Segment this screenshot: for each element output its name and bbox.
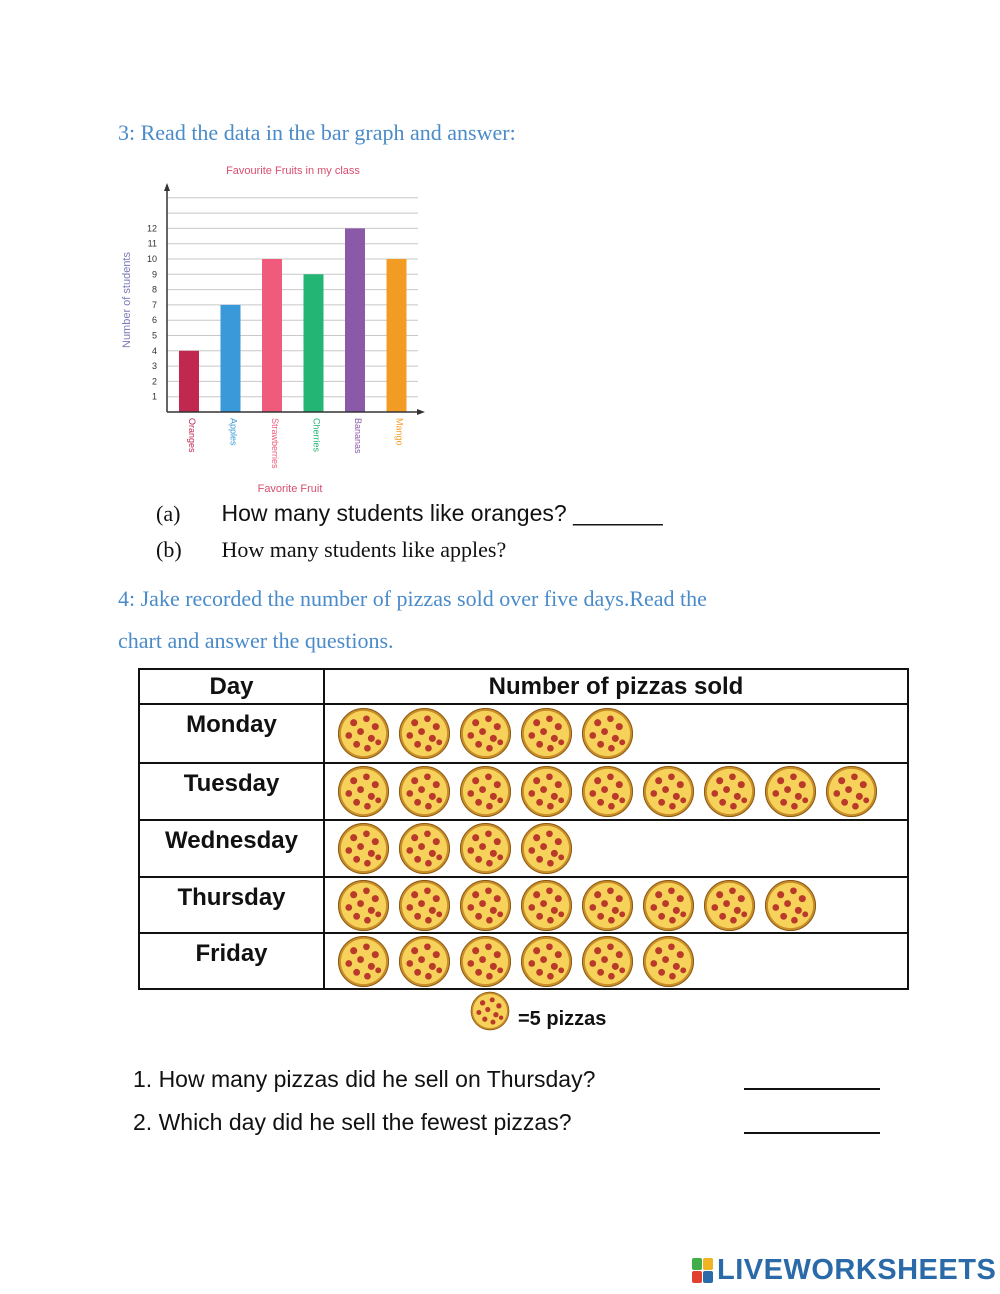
pizza-icon	[459, 765, 512, 818]
y-tick-label: 7	[151, 299, 157, 310]
header-count: Number of pizzas sold	[324, 669, 908, 704]
pizza-icon	[764, 879, 817, 932]
day-cell: Wednesday	[139, 820, 324, 877]
bar-mango	[387, 259, 407, 412]
x-tick-label: Strawberries	[270, 418, 280, 469]
pizza-icon	[398, 822, 451, 875]
pizza-icon	[642, 879, 695, 932]
pizza-icon	[520, 765, 573, 818]
y-axis-label: Number of students	[121, 252, 133, 348]
y-tick-label: 8	[151, 284, 157, 295]
bar-apples	[221, 305, 241, 412]
brand-name: LIVEWORKSHEETS	[717, 1254, 997, 1286]
x-axis-arrow	[417, 409, 425, 415]
table-row	[139, 763, 908, 820]
question-b-text: How many students like apples?	[221, 537, 507, 562]
question-b-label: (b)	[156, 537, 182, 562]
pizza-icon	[703, 879, 756, 932]
pizza-icon	[459, 879, 512, 932]
pizza-icon	[337, 822, 390, 875]
pizza-icon	[337, 765, 390, 818]
table-header-row	[139, 669, 908, 704]
y-tick-label: 9	[151, 269, 157, 280]
pizza-icon	[337, 935, 390, 988]
table-row	[139, 877, 908, 933]
y-tick-label: 6	[151, 315, 157, 326]
bar-cherries	[304, 274, 324, 412]
pizza-icon	[398, 935, 451, 988]
header-day: Day	[139, 669, 324, 704]
pizza-icon	[459, 822, 512, 875]
pizza-count-cell	[324, 877, 908, 933]
answer-blank-2[interactable]	[744, 1132, 880, 1134]
pizza-icon	[520, 935, 573, 988]
pizza-icon	[581, 765, 634, 818]
pizza-icon	[459, 707, 512, 760]
pizza-pictograph-table	[138, 668, 909, 990]
key-text: =5 pizzas	[518, 1008, 607, 1030]
bar-bananas	[345, 228, 365, 412]
question-a-text: How many students like oranges? _______	[221, 500, 663, 526]
pizza-icon	[703, 765, 756, 818]
pizza-icon	[459, 935, 512, 988]
table-row	[139, 820, 908, 877]
pizza-icon	[642, 935, 695, 988]
question-a	[156, 500, 663, 527]
question-2: 2. Which day did he sell the fewest pizzas?	[133, 1109, 572, 1135]
answer-blank-1[interactable]	[744, 1088, 880, 1090]
pizza-icon	[520, 707, 573, 760]
pizza-icon	[520, 822, 573, 875]
pizza-icon	[581, 879, 634, 932]
bar-chart	[110, 155, 430, 495]
section3-title: 3: Read the data in the bar graph and answer:	[118, 120, 516, 145]
y-tick-label: 1	[151, 391, 157, 402]
bar-strawberries	[262, 259, 282, 412]
question-a-label: (a)	[156, 501, 181, 526]
section4-title-line2: chart and answer the questions.	[118, 628, 394, 653]
pizza-icon	[642, 765, 695, 818]
pizza-count-cell	[324, 704, 908, 763]
day-cell: Thursday	[139, 877, 324, 933]
table-row	[139, 933, 908, 989]
x-axis-label: Favorite Fruit	[257, 483, 323, 495]
y-tick-label: 2	[151, 376, 157, 387]
pizza-icon	[398, 707, 451, 760]
question-b	[156, 537, 506, 563]
chart-title: Favourite Fruits in my class	[226, 165, 360, 177]
x-tick-label: Apples	[228, 418, 239, 446]
pizza-count-cell	[324, 820, 908, 877]
pizza-icon	[764, 765, 817, 818]
day-cell: Tuesday	[139, 763, 324, 820]
day-cell: Friday	[139, 933, 324, 989]
pizza-icon	[470, 991, 510, 1031]
pizza-icon	[337, 707, 390, 760]
pizza-icon	[337, 879, 390, 932]
y-tick-label: 12	[146, 223, 157, 234]
x-tick-label: Bananas	[353, 418, 363, 454]
bar-oranges	[179, 351, 199, 412]
y-tick-label: 5	[151, 330, 157, 341]
day-cell: Monday	[139, 704, 324, 763]
pizza-icon	[398, 765, 451, 818]
pizza-icon	[825, 765, 878, 818]
y-tick-label: 4	[151, 345, 157, 356]
x-tick-label: Cherries	[311, 418, 322, 453]
question-1: 1. How many pizzas did he sell on Thursday?	[133, 1066, 596, 1092]
pictograph-key	[470, 990, 606, 1031]
x-tick-label: Oranges	[187, 418, 197, 453]
pizza-icon	[398, 879, 451, 932]
x-tick-label: Mango	[394, 418, 405, 446]
pizza-count-cell	[324, 763, 908, 820]
y-tick-label: 11	[147, 238, 157, 249]
liveworksheets-logo	[692, 1254, 996, 1287]
y-axis-arrow	[164, 183, 170, 191]
table-row	[139, 704, 908, 763]
pizza-icon	[581, 707, 634, 760]
logo-mark-icon	[692, 1258, 713, 1283]
pizza-icon	[581, 935, 634, 988]
pizza-count-cell	[324, 933, 908, 989]
y-tick-label: 3	[151, 361, 157, 372]
y-tick-label: 10	[146, 254, 157, 264]
section4-title-line1: 4: Jake recorded the number of pizzas sold over five days.Read the	[118, 586, 707, 611]
pizza-icon	[520, 879, 573, 932]
